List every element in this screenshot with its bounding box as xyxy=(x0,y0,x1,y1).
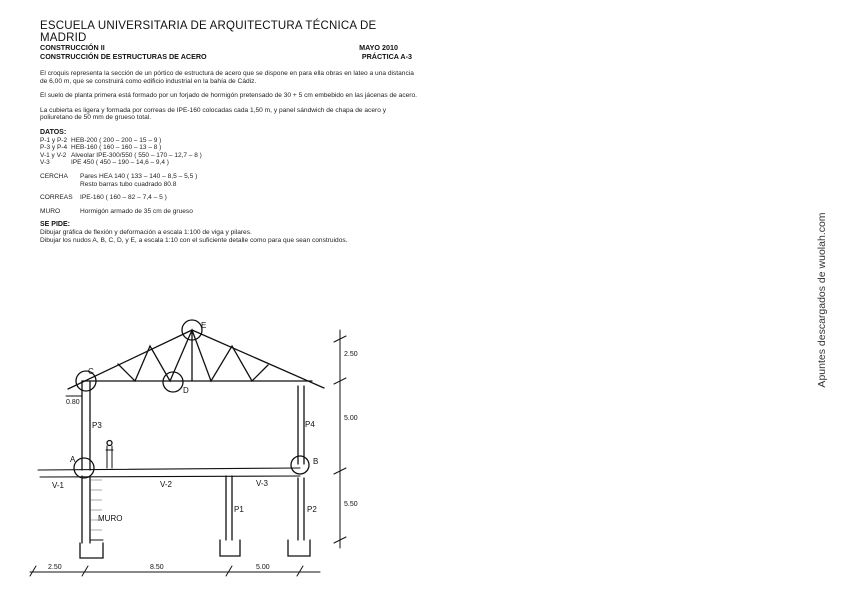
spec-line: Pares HEA 140 ( 133 – 140 – 8,5 – 5,5 ) xyxy=(80,172,198,180)
intro-paragraph-3: La cubierta es ligera y formada por correas de IPE-160 colocadas cada 1,50 m, y panel sándwich de chapa de acero y poliuretano de 50 mm de grueso total. xyxy=(40,106,387,122)
intro-paragraph-2: El suelo de planta primera está formado por un forjado de hormigón pretensado de 30 + 5 cm embebido en las jácenas de acero. xyxy=(40,92,417,100)
node-a-circle xyxy=(74,458,94,478)
node-label-b: B xyxy=(313,457,319,466)
dimension-label: 5.50 xyxy=(344,501,358,508)
exam-date: MAYO 2010 xyxy=(359,43,398,52)
node-label-d: D xyxy=(183,386,189,395)
intro-paragraph-1: El croquis representa la sección de un pórtico de estructura de acero que se dispone en para ella obras en lateo a una distancia de 6,00 m, que se construirá como edificio industrial en la bahía de Cádiz. xyxy=(40,70,414,85)
spec-key: CERCHA xyxy=(40,172,68,180)
dimension-label: 8.50 xyxy=(150,564,164,571)
dimension-label: 5.00 xyxy=(256,564,270,571)
datos-key: P-1 y P-2 xyxy=(40,136,68,144)
truss-web xyxy=(118,330,268,381)
column-p3 xyxy=(82,381,90,470)
dimension-vertical xyxy=(334,330,346,548)
spec-line: Hormigón armado de 35 cm de grueso xyxy=(80,207,193,215)
column-p4 xyxy=(298,386,304,464)
practice-id: PRÁCTICA A-3 xyxy=(361,51,412,61)
member-label-p4: P4 xyxy=(305,420,315,429)
dimension-label: 5.00 xyxy=(344,415,358,422)
node-label-a: A xyxy=(70,455,76,464)
member-label-p1: P1 xyxy=(234,505,244,514)
member-label-p2: P2 xyxy=(307,505,317,514)
person-figure xyxy=(106,446,113,468)
dimension-horizontal xyxy=(30,566,320,576)
datos-value: IPE 450 ( 450 – 190 – 14,6 – 9,4 ) xyxy=(71,159,169,167)
datos-value: Alveolar IPE-300/550 ( 550 – 170 – 12,7 – 8 ) xyxy=(71,151,202,159)
course-name: CONSTRUCCIÓN II xyxy=(40,43,105,52)
spec-line: Resto barras tubo cuadrado 80.8 xyxy=(80,180,177,188)
column-p2 xyxy=(298,478,304,540)
datos-value: HEB-160 ( 160 – 160 – 13 – 8 ) xyxy=(71,144,162,152)
member-label-p3: P3 xyxy=(92,421,102,430)
dimension-label: 2.50 xyxy=(48,564,62,571)
column-p1 xyxy=(226,476,232,540)
member-label-muro: MURO xyxy=(98,514,123,523)
footing-left xyxy=(80,543,103,558)
spec-key: MURO xyxy=(40,207,61,215)
column-lower-left xyxy=(82,476,90,543)
datos-key: V-3 xyxy=(40,159,50,167)
person-head xyxy=(107,441,112,446)
pide-item-1: Dibujar gráfica de flexión y deformación a escala 1:100 de viga y pilares. xyxy=(40,229,252,237)
pide-heading: SE PIDE: xyxy=(40,221,70,229)
footing-p2 xyxy=(288,540,310,556)
spec-line: IPE-160 ( 160 – 82 – 7,4 – 5 ) xyxy=(80,194,167,202)
school-title: ESCUELA UNIVERSITARIA DE ARQUITECTURA TÉCNICA DE MADRID xyxy=(40,20,377,44)
dimension-label: 2.50 xyxy=(344,351,358,358)
member-label-v3: V-3 xyxy=(256,479,269,488)
datos-heading: DATOS: xyxy=(40,128,67,136)
member-label-v2: V-2 xyxy=(160,480,173,489)
dimension-overhang-label: 0.80 xyxy=(66,399,80,406)
node-label-e: E xyxy=(201,321,207,330)
datos-key: V-1 y V-2 xyxy=(40,151,67,159)
pide-item-2: Dibujar los nudos A, B, C, D, y E, a escala 1:10 con el suficiente detalle como para que sean construidos. xyxy=(40,236,348,244)
watermark-text: Apuntes descargados de wuolah.com xyxy=(816,212,828,388)
footing-p1 xyxy=(220,540,240,556)
datos-value: HEB-200 ( 200 – 200 – 15 – 9 ) xyxy=(71,136,162,144)
spec-key: CORREAS xyxy=(40,194,73,202)
subject-name: CONSTRUCCIÓN DE ESTRUCTURAS DE ACERO xyxy=(40,51,207,61)
member-label-v1: V-1 xyxy=(52,481,65,490)
datos-key: P-3 y P-4 xyxy=(40,144,68,152)
node-b-circle xyxy=(291,456,309,474)
node-label-c: C xyxy=(88,367,94,376)
